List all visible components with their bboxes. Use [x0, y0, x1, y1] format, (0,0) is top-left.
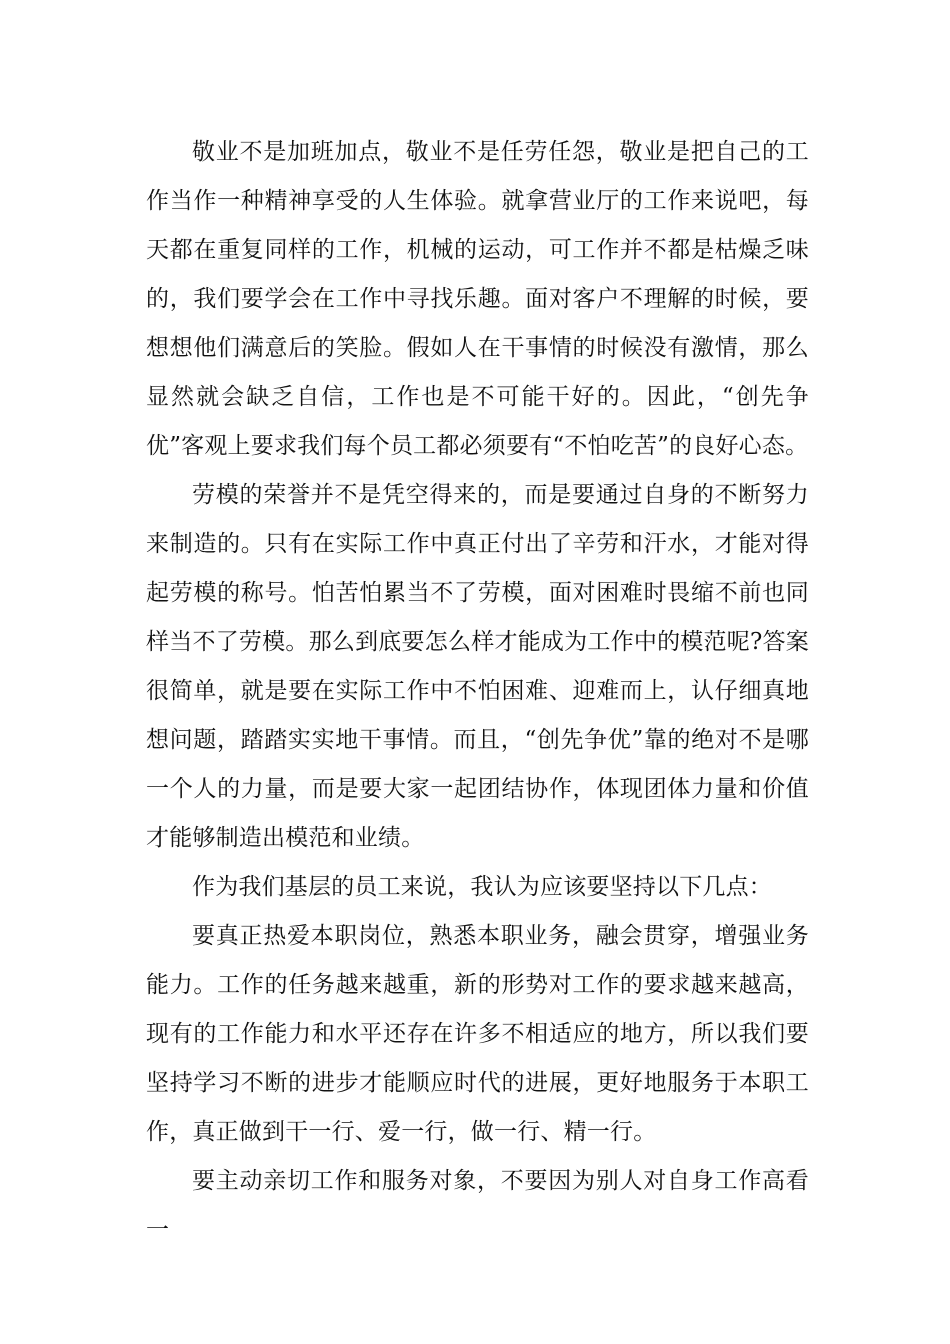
- document-page: [146, 128, 809, 1255]
- paragraph-dedication: 敬业不是加班加点，敬业不是任劳任怨，敬业是把自己的工作当作一种精神享受的人生体验。就拿营业厅的工作来说吧，每天都在重复同样的工作，机械的运动，可工作并不都是枯燥乏味的，我们要学会在工作中寻找乐趣。面对客户不理解的时候，要想想他们满意后的笑脸。假如人在干事情的时候没有激情，那么显然就会缺乏自信，工作也是不可能干好的。因此，“创先争优”客观上要求我们每个员工都必须要有“不怕吃苦”的良好心态。: [146, 139, 809, 459]
- paragraph-service-objects: 要主动亲切工作和服务对象，不要因为别人对自身工作高看一: [146, 1168, 809, 1243]
- paragraph-grassroots-intro: 作为我们基层的员工来说，我认为应该要坚持以下几点：: [192, 874, 772, 900]
- paragraph-model-worker: 劳模的荣誉并不是凭空得来的，而是要通过自身的不断努力来制造的。只有在实际工作中真正付出了辛劳和汗水，才能对得起劳模的称号。怕苦怕累当不了劳模，面对困难时畏缩不前也同样当不了劳模。那么到底要怎么样才能成为工作中的模范呢?答案很简单，就是要在实际工作中不怕困难、迎难而上，认仔细真地想问题，踏踏实实地干事情。而且，“创先争优”靠的绝对不是哪一个人的力量，而是要大家一起团结协作，体现团体力量和价值才能够制造出模范和业绩。: [146, 482, 809, 851]
- paragraph-love-job: 要真正热爱本职岗位，熟悉本职业务，融会贯穿，增强业务能力。工作的任务越来越重，新的形势对工作的要求越来越高，现有的工作能力和水平还存在许多不相适应的地方，所以我们要坚持学习不断的进步才能顺应时代的进展，更好地服务于本职工作，真正做到干一行、爱一行，做一行、精一行。: [146, 923, 809, 1145]
